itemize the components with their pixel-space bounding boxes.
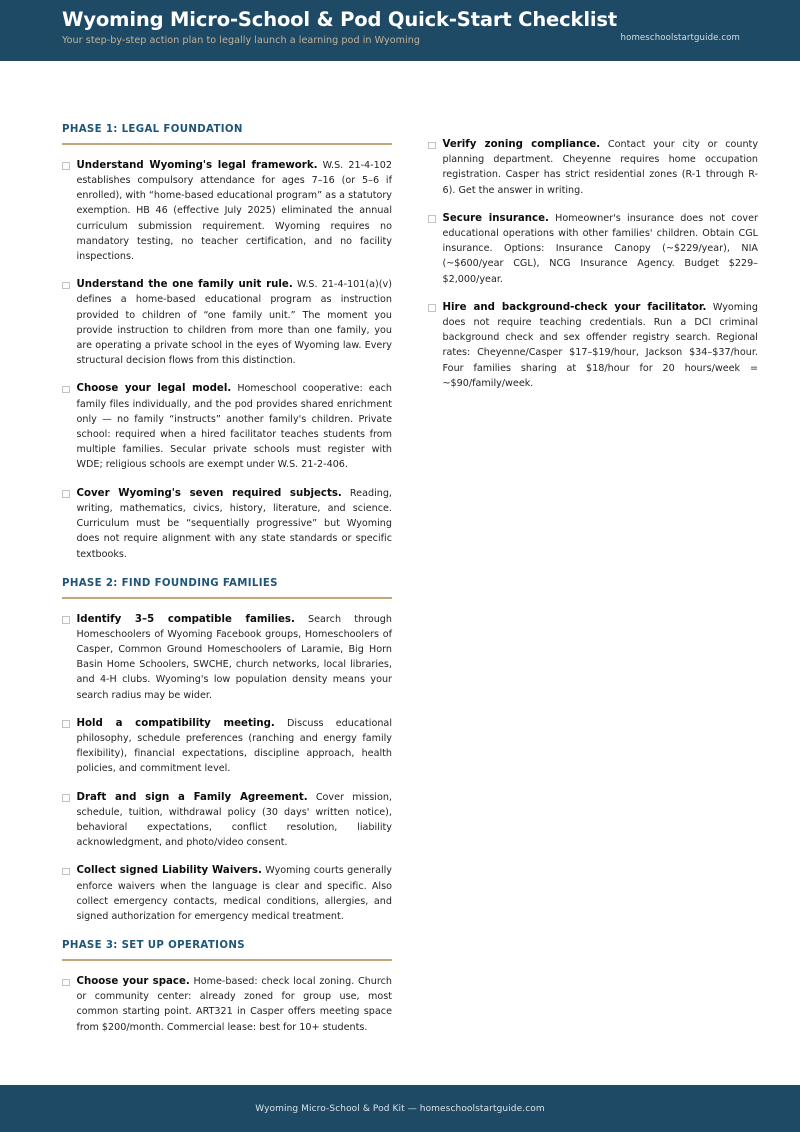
page-footer bbox=[0, 1085, 800, 1132]
checklist-item-body: W.S. 21-4-102 establishes compulsory attendance for ages 7–16 (or 5–6 if enrolled), with “home-based educational program” as a statutory exemption. HB 46 (effective July 2025) eliminated the annual curriculum submission requirement. Wyoming requires no mandatory testing, no teacher certification, and no facility inspections. bbox=[76, 159, 392, 263]
checklist-item-body: W.S. 21-4-101(a)(v) defines a home-based educational program as instruction provided to children of “one family unit.” The moment you provide instruction to children from more than one family, you are operating a private school in the eyes of Wyoming law. Every structural decision flows from this distinction. bbox=[76, 279, 392, 367]
checklist-item-title: Verify zoning compliance. bbox=[442, 139, 601, 150]
checklist-item[interactable] bbox=[62, 277, 392, 368]
checklist-item-body: Reading, writing, mathematics, civics, history, literature, and science. Curriculum must be “sequentially progressive” but Wyoming does not require alignment with any state standards or specific textbooks. bbox=[76, 487, 392, 560]
checklist bbox=[62, 612, 392, 925]
checklist-item-body: Homeowner's insurance does not cover educational operations with other families' children. Obtain CGL insurance. Options: Insurance Canopy (~$229/year), NIA (~$600/year CGL), NCG Insurance Agency. Budget $229–$2,000/year. bbox=[442, 212, 758, 285]
checklist-item-title: Collect signed Liability Waivers. bbox=[76, 865, 262, 877]
checklist-item-title: Choose your legal model. bbox=[76, 383, 232, 395]
checklist-item-text bbox=[77, 381, 393, 472]
checkbox-icon[interactable] bbox=[428, 304, 436, 312]
checkbox-icon[interactable] bbox=[62, 720, 70, 728]
checklist-item-body: Wyoming courts generally enforce waivers when the language is clear and specific. Also collect emergency contacts, medical conditions, allergies, and signed authorization for emergency medical treatment. bbox=[76, 865, 392, 922]
page-subtitle: Your step-by-step action plan to legally launch a learning pod in Wyoming bbox=[62, 35, 421, 47]
checklist-item-title: Understand the one family unit rule. bbox=[76, 279, 293, 291]
checkbox-icon[interactable] bbox=[62, 794, 70, 802]
phase-divider-rule bbox=[62, 597, 392, 599]
checklist-item[interactable] bbox=[62, 863, 392, 924]
right-column bbox=[428, 124, 758, 391]
checklist-item-body: Contact your city or county planning department. Cheyenne requires home occupation registration. Casper has strict residential zones (R-1 through R-6). Get the answer in writing. bbox=[442, 139, 759, 196]
checkbox-icon[interactable] bbox=[62, 490, 70, 498]
checklist-item-title: Cover Wyoming's seven required subjects. bbox=[76, 487, 342, 499]
checklist-item[interactable] bbox=[62, 381, 392, 472]
page-title: Wyoming Micro-School & Pod Quick-Start Checklist bbox=[62, 8, 618, 31]
left-column bbox=[62, 124, 392, 1035]
phase-heading bbox=[62, 124, 392, 145]
checklist-item-text bbox=[77, 486, 393, 562]
checklist-item-title: Hire and background-check your facilitator. bbox=[442, 301, 707, 313]
checklist-item-text bbox=[77, 158, 393, 264]
checkbox-icon[interactable] bbox=[62, 386, 70, 394]
checklist-item-body: Home-based: check local zoning. Church or community center: already zoned for group use, most common starting point. ART321 in Casper offers meeting space from $200/month. Commercial lease: best for 10+ students. bbox=[76, 976, 393, 1033]
checkbox-icon[interactable] bbox=[428, 142, 436, 150]
checklist-item-title: Identify 3–5 compatible families. bbox=[76, 613, 295, 625]
checklist-item[interactable] bbox=[428, 211, 758, 287]
checklist-item-title: Secure insurance. bbox=[442, 212, 549, 224]
footer-text: Wyoming Micro-School & Pod Kit — homeschoolstartguide.com bbox=[255, 1103, 545, 1114]
checklist-item-text bbox=[77, 277, 393, 368]
phase-heading-label: PHASE 3: SET UP OPERATIONS bbox=[62, 940, 245, 952]
checklist-item[interactable] bbox=[62, 486, 392, 562]
checklist-item-title: Hold a compatibility meeting. bbox=[76, 717, 275, 729]
checklist-item[interactable] bbox=[62, 716, 392, 777]
phase-heading-label: PHASE 1: LEGAL FOUNDATION bbox=[62, 124, 243, 135]
checkbox-icon[interactable] bbox=[62, 616, 70, 624]
checkbox-icon[interactable] bbox=[62, 868, 70, 876]
phase-divider-rule bbox=[62, 959, 392, 961]
checklist-item[interactable] bbox=[62, 974, 392, 1035]
checklist-item[interactable] bbox=[62, 612, 392, 703]
checklist-item[interactable] bbox=[62, 790, 392, 851]
two-column-layout bbox=[62, 124, 759, 1035]
checklist-item-body: Homeschool cooperative: each family files individually, and the pod provides shared enrichment only — no family “instructs” another family's children. Private school: required when a hired facilitator teaches students from multiple families. Secular private schools must register with WDE; religious schools are exempt under W.S. 21-2-406. bbox=[76, 383, 392, 471]
phase-divider-rule bbox=[62, 143, 392, 145]
phase-heading-label: PHASE 2: FIND FOUNDING FAMILIES bbox=[62, 577, 278, 589]
checklist-item-text bbox=[77, 612, 393, 703]
checklist bbox=[428, 137, 758, 391]
checklist-item-title: Understand Wyoming's legal framework. bbox=[76, 159, 318, 171]
checklist-item[interactable] bbox=[428, 300, 758, 391]
checklist-item-text bbox=[77, 716, 393, 777]
checklist-item-text bbox=[77, 863, 393, 924]
phase-heading bbox=[62, 578, 392, 599]
checklist-item[interactable] bbox=[428, 137, 758, 198]
checkbox-icon[interactable] bbox=[428, 215, 436, 223]
checklist-item-body: Discuss educational philosophy, schedule preferences (ranching and energy family flexibility), financial expectations, discipline approach, health policies, and commitment level. bbox=[76, 717, 392, 775]
checkbox-icon[interactable] bbox=[62, 979, 70, 987]
checklist-item-text bbox=[443, 300, 759, 391]
checkbox-icon[interactable] bbox=[62, 282, 70, 290]
checklist-item-text bbox=[77, 974, 393, 1035]
checklist-item-text bbox=[443, 211, 759, 287]
checklist-item-text bbox=[443, 137, 759, 198]
checklist-item-body: Search through Homeschoolers of Wyoming Facebook groups, Homeschoolers of Casper, Common Ground Homeschoolers of Laramie, Big Horn Basin Home Schoolers, SWCHE, church networks, local libraries, and 4-H clubs. Wyoming's low population density means your search radius may be wider. bbox=[76, 613, 392, 701]
page-header bbox=[0, 0, 800, 61]
checklist bbox=[62, 158, 392, 562]
checklist-item-body: Cover mission, schedule, tuition, withdrawal policy (30 days' written notice), behavioral expectations, conflict resolution, liability acknowledgment, and photo/video consent. bbox=[76, 791, 392, 849]
checklist-item-text bbox=[77, 790, 393, 851]
checklist-item-body: Wyoming does not require teaching credentials. Run a DCI criminal background check and sex offender registry search. Regional rates: Cheyenne/Casper $17–$19/hour, Jackson $34–$37/hour. Four families sharing at $18/hour for 20 hours/week = ~$90/family/week. bbox=[442, 301, 758, 389]
document-body bbox=[0, 61, 800, 1085]
checklist-item-title: Choose your space. bbox=[76, 976, 190, 988]
checklist bbox=[62, 974, 392, 1035]
header-site-url: homeschoolstartguide.com bbox=[620, 33, 740, 43]
checklist-item[interactable] bbox=[62, 158, 392, 264]
checkbox-icon[interactable] bbox=[62, 162, 70, 170]
checklist-item-title: Draft and sign a Family Agreement. bbox=[76, 791, 308, 803]
phase-heading bbox=[62, 940, 392, 961]
